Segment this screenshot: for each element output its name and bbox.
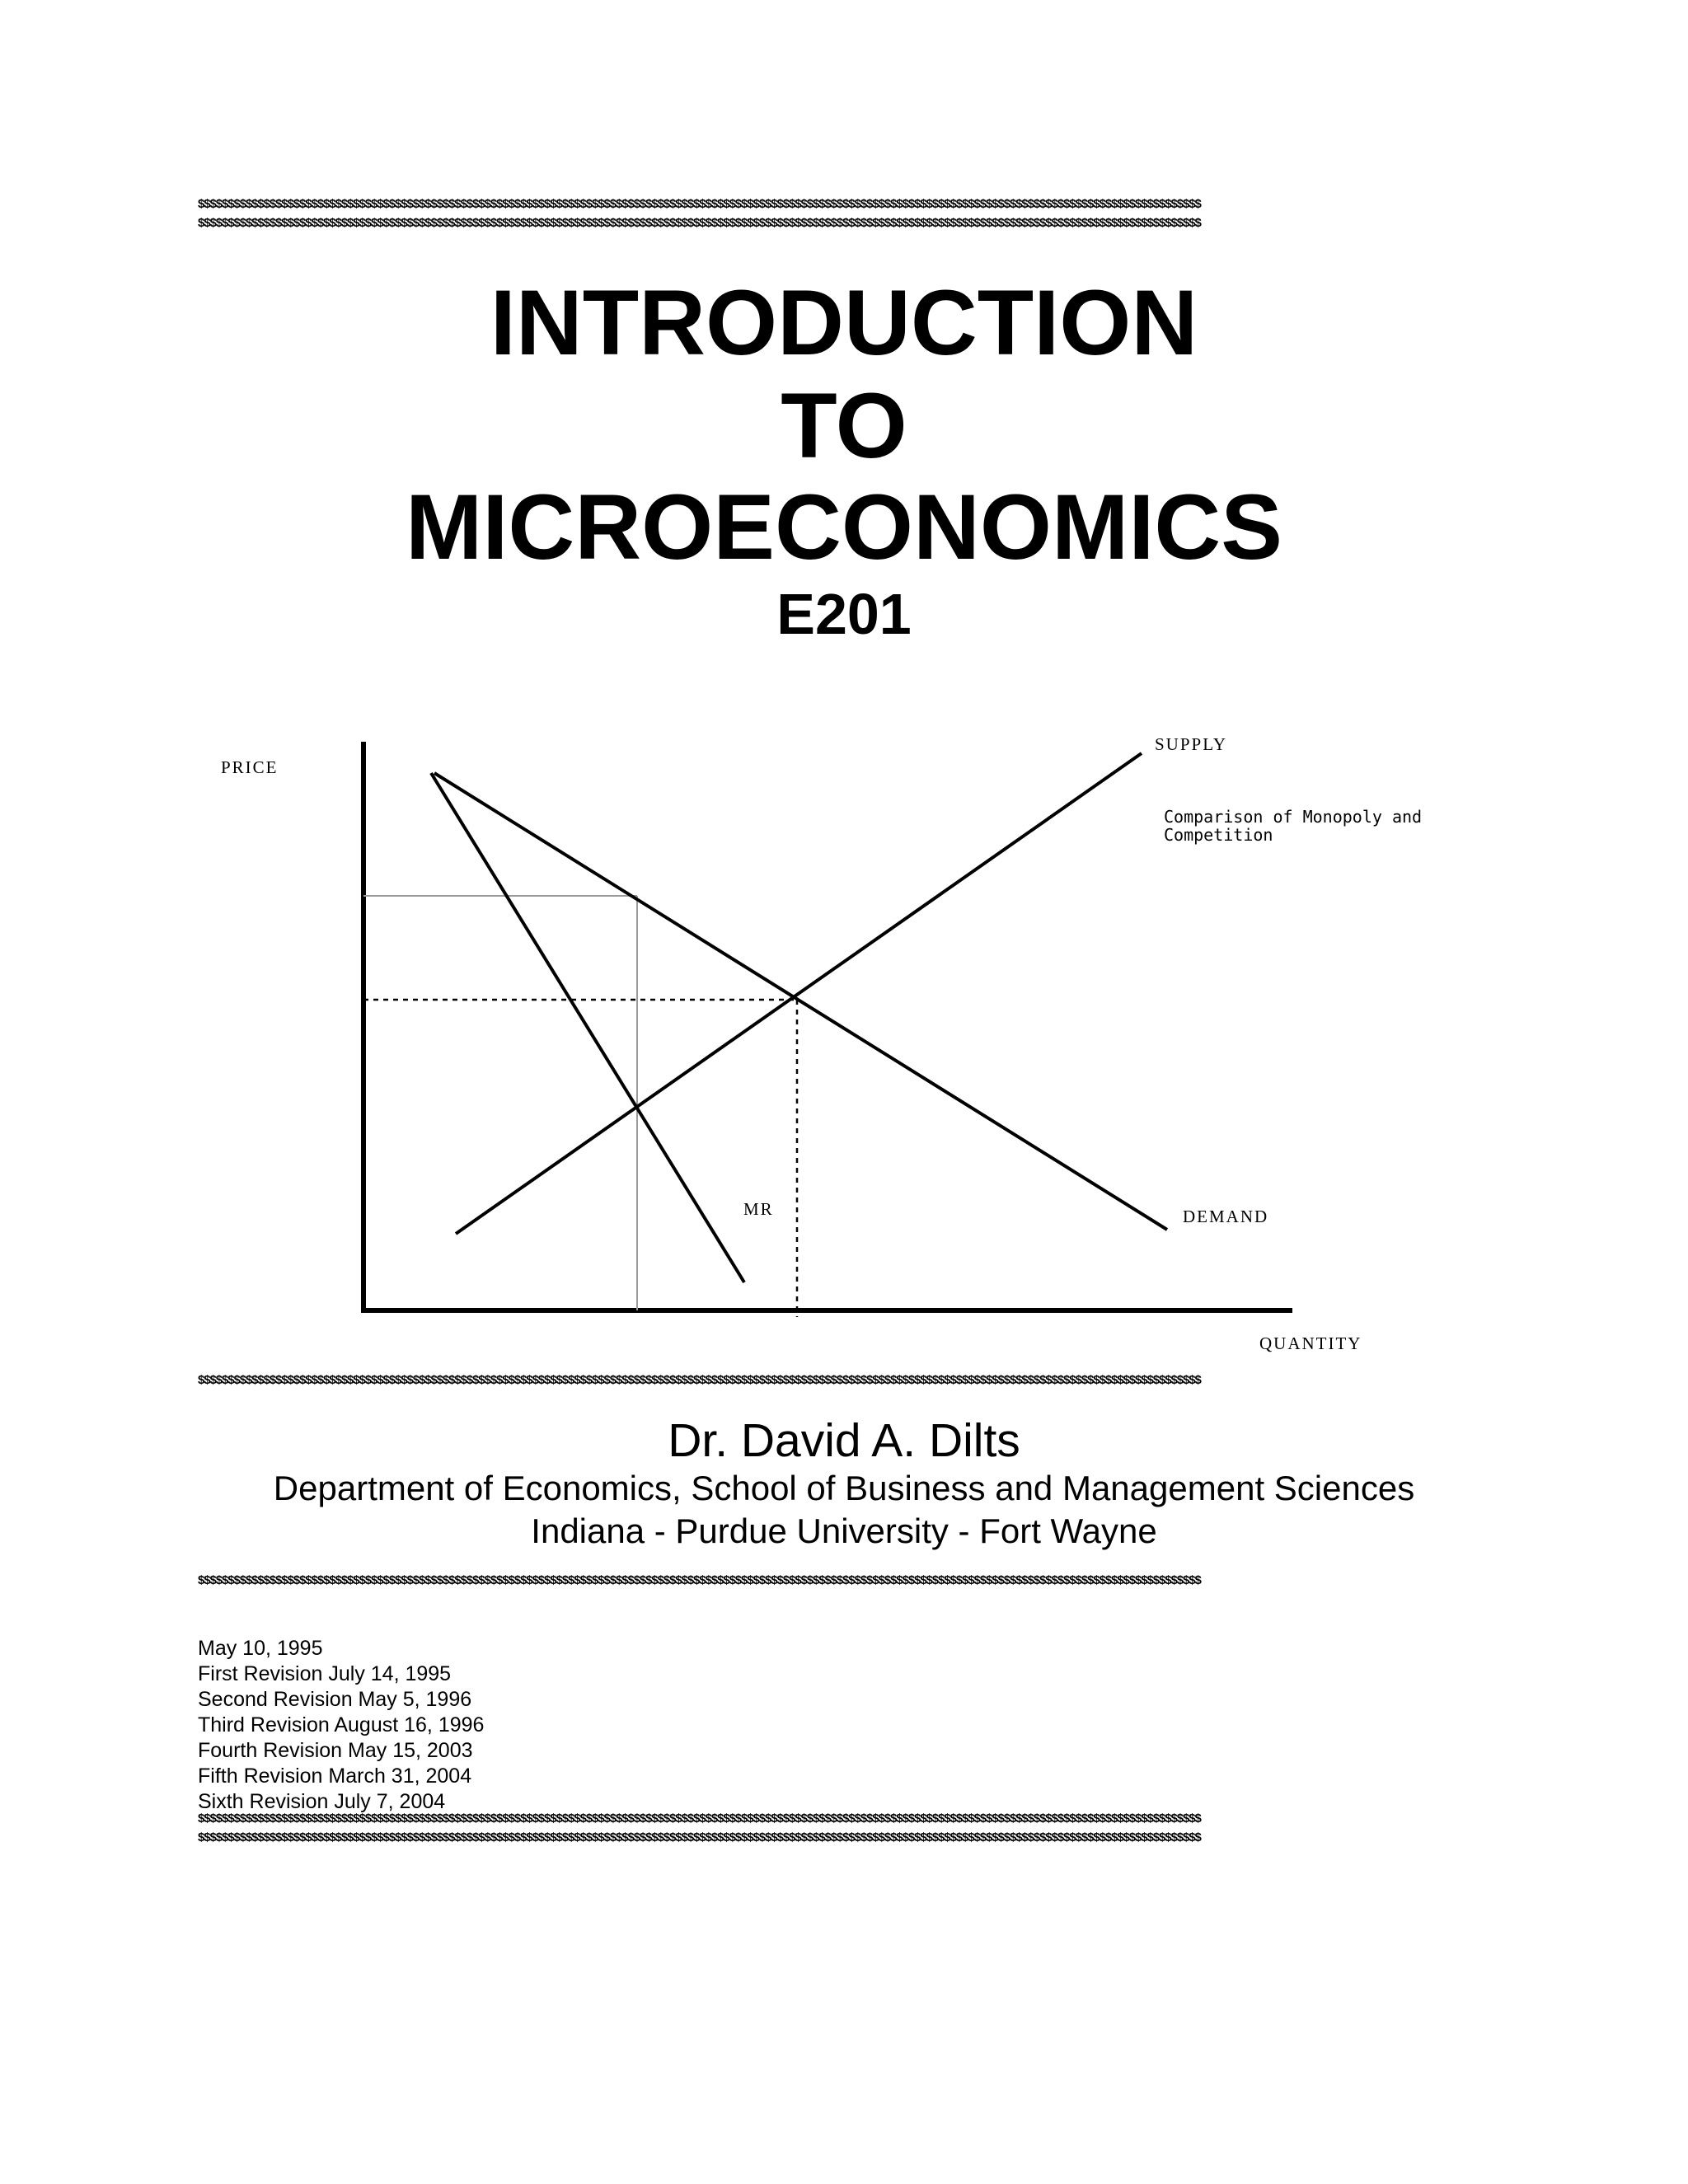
author-university: Indiana - Purdue University - Fort Wayne [531, 1511, 1157, 1550]
revision-entry: Fifth Revision March 31, 2004 [198, 1765, 472, 1788]
revision-entry: Second Revision May 5, 1996 [198, 1688, 472, 1711]
revision-entry: Third Revision August 16, 1996 [198, 1713, 485, 1736]
mr-curve [431, 773, 744, 1282]
y-axis-label: PRICE [221, 757, 279, 777]
revision-entry: Fourth Revision May 15, 2003 [198, 1739, 473, 1762]
figure-caption-line-2: Competition [1164, 825, 1273, 845]
course-code: E201 [776, 582, 912, 646]
revision-entry: May 10, 1995 [198, 1637, 323, 1660]
supply-curve [456, 753, 1142, 1234]
demand-curve [434, 773, 1167, 1230]
dollar-rule-top-2: $$$$$$$$$$$$$$$$$$$$$$$$$$$$$$$$$$$$$$$$$$$$$$$$$$$$$$$$$$$$$$$$$$$$$$$$$$$$$$$$$$$$$$$$$$$$$$$$$$$$$$$$$$$$$$$$$$$$$$$$$$$$$$$$$$$$$$$$$$$$$$$$$$$$$$$$$$$$$$$$$$$$$$$$ [198, 216, 1201, 230]
mr-label: MR [743, 1199, 774, 1219]
dollar-rule-bottom-1: $$$$$$$$$$$$$$$$$$$$$$$$$$$$$$$$$$$$$$$$$$$$$$$$$$$$$$$$$$$$$$$$$$$$$$$$$$$$$$$$$$$$$$$$$$$$$$$$$$$$$$$$$$$$$$$$$$$$$$$$$$$$$$$$$$$$$$$$$$$$$$$$$$$$$$$$$$$$$$$$$$$$$$$$ [198, 1811, 1201, 1825]
author-department: Department of Economics, School of Business and Management Sciences [273, 1469, 1415, 1507]
supply-label: SUPPLY [1155, 734, 1228, 754]
dollar-rule-mid-2: $$$$$$$$$$$$$$$$$$$$$$$$$$$$$$$$$$$$$$$$$$$$$$$$$$$$$$$$$$$$$$$$$$$$$$$$$$$$$$$$$$$$$$$$$$$$$$$$$$$$$$$$$$$$$$$$$$$$$$$$$$$$$$$$$$$$$$$$$$$$$$$$$$$$$$$$$$$$$$$$$$$$$$$$ [198, 1573, 1201, 1587]
revision-history [198, 1636, 484, 1815]
dollar-rule-mid-1: $$$$$$$$$$$$$$$$$$$$$$$$$$$$$$$$$$$$$$$$$$$$$$$$$$$$$$$$$$$$$$$$$$$$$$$$$$$$$$$$$$$$$$$$$$$$$$$$$$$$$$$$$$$$$$$$$$$$$$$$$$$$$$$$$$$$$$$$$$$$$$$$$$$$$$$$$$$$$$$$$$$$$$$$ [198, 1373, 1201, 1387]
demand-label: DEMAND [1183, 1207, 1269, 1226]
dollar-rule-bottom-2: $$$$$$$$$$$$$$$$$$$$$$$$$$$$$$$$$$$$$$$$$$$$$$$$$$$$$$$$$$$$$$$$$$$$$$$$$$$$$$$$$$$$$$$$$$$$$$$$$$$$$$$$$$$$$$$$$$$$$$$$$$$$$$$$$$$$$$$$$$$$$$$$$$$$$$$$$$$$$$$$$$$$$$$$ [198, 1830, 1201, 1844]
figure-caption-line-1: Comparison of Monopoly and [1164, 807, 1423, 827]
revision-entry: Sixth Revision July 7, 2004 [198, 1790, 446, 1813]
title-line-2: TO [781, 374, 907, 477]
revision-entry: First Revision July 14, 1995 [198, 1662, 452, 1685]
dollar-rule-top-1: $$$$$$$$$$$$$$$$$$$$$$$$$$$$$$$$$$$$$$$$$$$$$$$$$$$$$$$$$$$$$$$$$$$$$$$$$$$$$$$$$$$$$$$$$$$$$$$$$$$$$$$$$$$$$$$$$$$$$$$$$$$$$$$$$$$$$$$$$$$$$$$$$$$$$$$$$$$$$$$$$$$$$$$$ [198, 197, 1201, 211]
title-line-1: INTRODUCTION [490, 271, 1198, 374]
x-axis-label: QUANTITY [1259, 1333, 1362, 1353]
author-name: Dr. David A. Dilts [668, 1414, 1020, 1467]
title-line-3: MICROECONOMICS [406, 476, 1282, 579]
